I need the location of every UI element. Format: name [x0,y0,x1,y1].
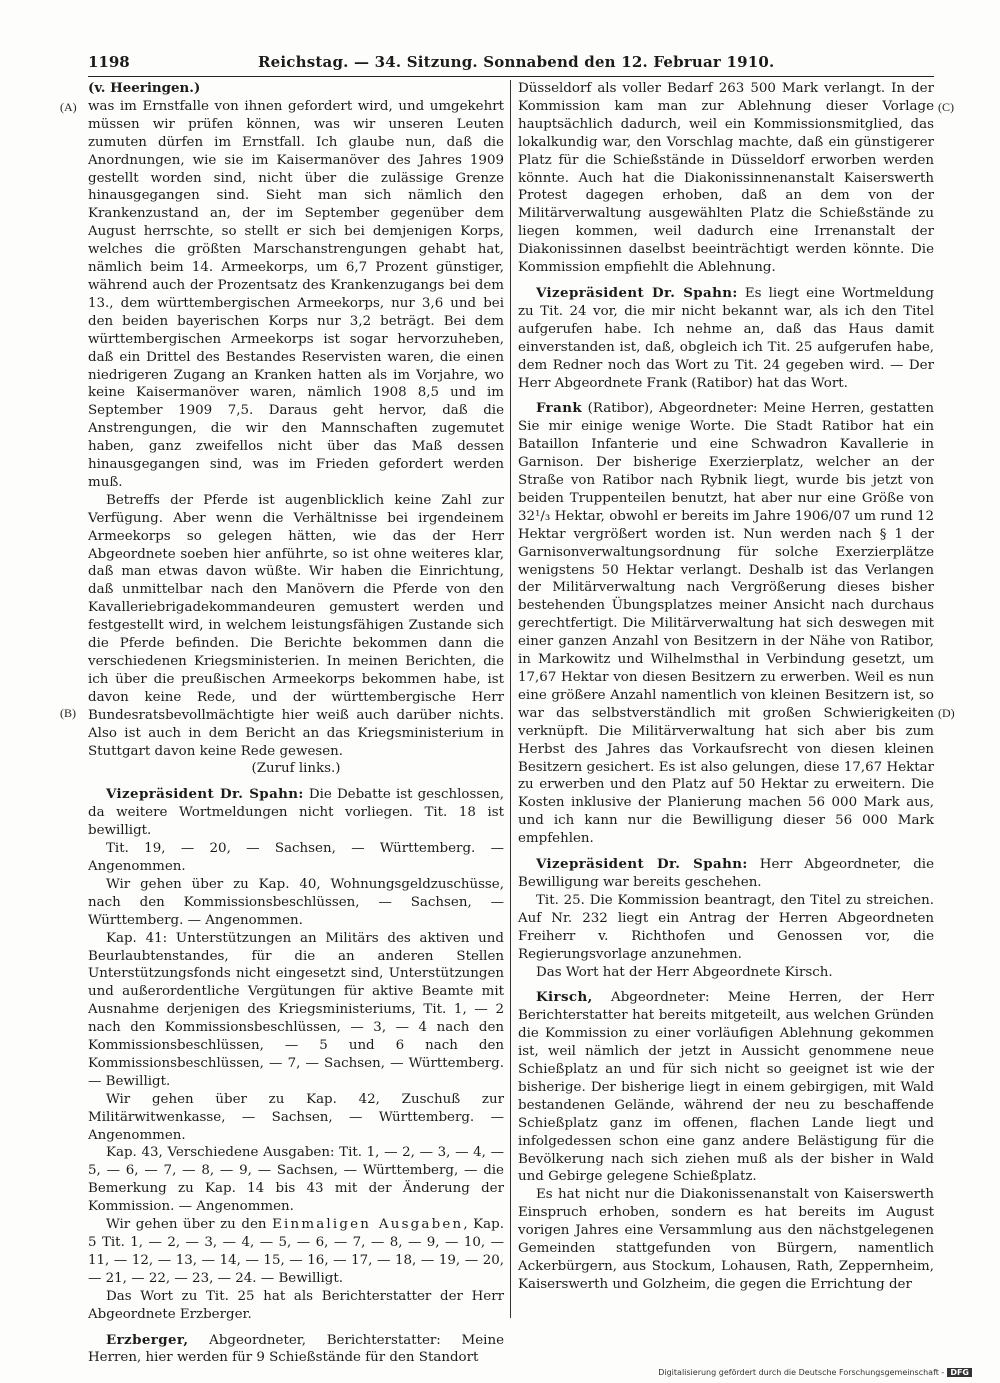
speaker-tag: (v. Heeringen.) [88,80,201,96]
paragraph: Vizepräsident Dr. Spahn: Die Debatte ist geschlossen, da weitere Wortmeldungen nicht vorliegen. Tit. 18 ist bewilligt. [88,786,504,839]
interjection: (Zuruf links.) [251,761,341,777]
paragraph: Kirsch, Abgeordneter: Meine Herren, der Herr Berichterstatter hat bereits mitgeteilt, aus welchen Gründen die Kommission zu einer vorläufigen Ablehnung gekommen ist, weil nämlich der jetzt in Aussicht genommene neue Schießplatz an und für sich nicht so geeignet ist wie der bisherige. Der bisherige liegt in einem gebirgigen, mit Wald bestandenen Gelände, während der neu zu beschaffende Schießplatz ganz im offenen, flachen Lande liegt und infolgedessen schon eine ganz andere Belästigung für die Bevölkerung nach sich ziehen muß als der bisher in Wald und Gebirge gelegene Schießplatz. [518,989,934,1185]
paragraph: Betreffs der Pferde ist augenblicklich keine Zahl zur Verfügung. Aber wenn die Verhältnisse bei irgendeinem Armeekorps so gelegen hätten, wie das der Herr Abgeordnete soeben hier anführte, so ist ohne weiteres klar, daß man etwas davon wüßte. Wir haben die Einrichtung, daß unmittelbar nach den Manövern die Pferde von den Kavalleriebrigadekommandeuren gemustert werden und festgestellt wird, in welchem leistungsfähigen Zustande sich die Pferde befinden. Die Berichte bekommen dann die verschiedenen Kriegsministerien. In meinen Berichten, die ich über die preußischen Armeekorps bekommen habe, ist davon keine Rede, und der württembergische Herr Bundesratsbevollmächtigte hier weiß auch darüber nichts. Also ist auch in dem Bericht an das Kriegsministerium in Stuttgart davon keine Rede gewesen. [88,492,504,759]
paragraph: Wir gehen über zu den Einmaligen Ausgaben, Kap. 5 Tit. 1, — 2, — 3, — 4, — 5, — 6, — 7, — 8, — 9, — 10, — 11, — 12, — 13, — 14, — 15, — 16, — 17, — 18, — 19, — 20, — 21, — 22, — 23, — 24. — Bewilligt. [88,1217,504,1286]
paragraph: Vizepräsident Dr. Spahn: Es liegt eine Wortmeldung zu Tit. 24 vor, die mir nicht bekannt war, als ich den Titel aufgerufen habe. Ich nehme an, daß das Haus damit einverstanden ist, daß, obgleich ich Tit. 25 aufgerufen habe, dem Redner noch das Wort zu Tit. 24 gegeben wird. — Der Herr Abgeordnete Frank (Ratibor) hat das Wort. [518,284,934,391]
paragraph: Vizepräsident Dr. Spahn: Herr Abgeordneter, die Bewilligung war bereits geschehen. [518,856,934,890]
margin-marker-d: (D) [938,706,955,720]
margin-marker-a: (A) [60,100,77,114]
margin-marker-c: (C) [938,100,954,114]
paragraph: Düsseldorf als voller Bedarf 263 500 Mark verlangt. In der Kommission kam man zur Ablehnung dieser Vorlage hauptsächlich dadurch, weil ein Kommissionsmitglied, das lokalkundig war, den Vorschlag machte, daß ein günstigerer Platz für die Schießstände in Düsseldorf erworben werden könnte. Auch hat die Diakonissinnenanstalt Kaiserswerth Protest dagegen erhoben, daß an dem von der Militärverwaltung ausgewählten Platz die Schießstände zu liegen kommen, weil dadurch eine Irrenanstalt der Diakonissinnen daselbst beeinträchtigt werden könnte. Die Kommission empfiehlt die Ablehnung. [518,81,934,276]
paragraph: Es hat nicht nur die Diakonissenanstalt von Kaiserswerth Einspruch erhoben, sondern es hat bereits im August vorigen Jahres eine Versammlung aus den nächstgelegenen Gemeinden stattgefunden von Bürgern, namentlich Ackerbürgern, aus Stockum, Lohausen, Rath, Zeppernheim, Kaiserswerth und Golzheim, die gegen die Errichtung der [518,1187,934,1292]
page-header [88,50,934,77]
dfg-logo: DFG [947,1368,972,1377]
paragraph: Erzberger, Abgeordneter, Berichterstatter: Meine Herren, hier werden für 9 Schießstände für den Standort [88,1331,504,1366]
spaced-heading: Einmaligen Ausgaben [272,1217,464,1233]
credit-text: Digitalisierung gefördert durch die Deutsche Forschungsgemeinschaft - [658,1368,945,1377]
speaker-name: Kirsch, [536,989,593,1006]
paragraph: Tit. 25. Die Kommission beantragt, den Titel zu streichen. Auf Nr. 232 liegt ein Antrag der Herren Abgeordneten Freiherr v. Richthofen und Genossen vor, die Regierungsvorlage anzunehmen. [518,892,934,962]
speaker-name: Vizepräsident Dr. Spahn: [106,786,304,803]
paragraph: was im Ernstfalle von ihnen gefordert wird, und umgekehrt müssen wir prüfen können, was wir unseren Leuten zumuten dürfen im Ernstfall. Ich glaube nun, daß die Anordnungen, wie sie im Kaisermanöver des Jahres 1909 gestellt worden sind, nicht über die zulässige Grenze hinausgegangen sind. Sieht man sich nämlich den Krankenzustand an, der im September gegenüber dem August herrschte, so stellt er sich bei demjenigen Korps, welches die größten Marschanstrengungen gehabt hat, nämlich beim 14. Armeekorps, um 6,7 Prozent günstiger, während auch der Prozentsatz des Krankenzugangs bei dem 13., dem württembergischen Armeekorps, nur 3,6 und bei den beiden bayerischen Korps nur 3,2 beträgt. Bei dem württembergischen Armeekorps ist sogar hervorzuheben, daß ein Drittel des Bestandes Reservisten waren, die einen niedrigeren Zugang an Kranken hatten als im Vorjahre, wo keine Kaisermanöver waren, nämlich 1908 8,5 und im September 1909 7,5. Daraus geht hervor, daß die Anstrengungen, die wir den Mannschaften zugemutet haben, ganz zweifellos nicht über das Maß dessen hinausgegangen sind, was im Frieden gefordert werden muß. [88,98,504,490]
left-column [88,80,504,1367]
paragraph: Das Wort zu Tit. 25 hat als Berichterstatter der Herr Abgeordnete Erzberger. [88,1288,504,1322]
speaker-name: Vizepräsident Dr. Spahn: [536,856,748,873]
margin-marker-b: (B) [60,706,76,720]
paragraph: Frank (Ratibor), Abgeordneter: Meine Herren, gestatten Sie mir einige wenige Worte. Die Stadt Ratibor hat ein Bataillon Infanterie und eine Schwadron Kavallerie in Garnison. Der bisherige Exerzierplatz, welcher an der Straße von Ratibor nach Rybnik liegt, wurde bis jetzt von beiden Truppenteilen benutzt, hat aber nur eine Größe von 32¹/₃ Hektar, obwohl er bereits im Jahre 1906/07 um rund 12 Hektar vergrößert worden ist. Nun werden nach § 1 der Garnisonverwaltungsordnung für solche Exerzierplätze wenigstens 50 Hektar verlangt. Deshalb ist das Verlangen der Militärverwaltung nach Vergrößerung dieses bisher bestehenden Übungsplatzes meiner Ansicht nach durchaus gerechtfertigt. Die Militärverwaltung hat sich deswegen mit einer ganzen Anzahl von Besitzern in der Nähe von Ratibor, in Markowitz und Wilhelmsthal in Verbindung gesetzt, um 17,67 Hektar von diesen Besitzern zu erwerben. Weil es nun eine größere Anzahl namentlich von kleinen Besitzern ist, so war das selbstverständlich mit großen Schwierigkeiten verknüpft. Die Militärverwaltung hat sich aber bis zum Herbst des Jahres das Vorkaufsrecht von diesen kleinen Besitzern gesichert. Es ist also gelungen, diese 17,67 Hektar zu erwerben und den Platz auf 50 Hektar zu erweitern. Die Kosten inklusive der Planierung machen 56 000 Mark aus, und ich kann nur die Bewilligung dieser 56 000 Mark empfehlen. [518,400,934,847]
running-title: Reichstag. — 34. Sitzung. Sonnabend den 12. Februar 1910. [258,53,775,71]
paragraph: Das Wort hat der Herr Abgeordnete Kirsch. [536,964,833,980]
paragraph: Wir gehen über zu Kap. 42, Zuschuß zur Militärwitwenkasse, — Sachsen, — Württemberg. — Angenommen. [88,1091,504,1143]
paragraph: Wir gehen über zu Kap. 40, Wohnungsgeldzuschüsse, nach den Kommissionsbeschlüssen, — Sachsen, — Württemberg. — Angenommen. [88,876,504,928]
speaker-name: Erzberger, [106,1331,189,1348]
speaker-name: Vizepräsident Dr. Spahn: [536,284,738,301]
speaker-name: Frank [536,400,583,417]
column-divider [510,80,511,1318]
paragraph: Kap. 41: Unterstützungen an Militärs des aktiven und Beurlaubtenstandes, für die an anderen Stellen Unterstützungsfonds nicht eingesetzt sind, Unterstützungen und außerordentliche Vergütungen für aktive Beamte mit Ausnahme derjenigen des Kriegsministeriums, Tit. 1, — 2 nach den Kommissionsbeschlüssen, — 3, — 4 nach den Kommissionsbeschlüssen, — 5 und 6 nach den Kommissionsbeschlüssen, — 7, — Sachsen, — Württemberg. — Bewilligt. [88,930,504,1089]
paragraph: Kap. 43, Verschiedene Ausgaben: Tit. 1, — 2, — 3, — 4, — 5, — 6, — 7, — 8, — 9, — Sachsen, — Württemberg, — die Bemerkung zu Kap. 14 bis 43 mit der Änderung der Kommission. — Angenommen. [88,1145,504,1215]
right-column [518,80,934,1294]
digitization-credit [658,1368,972,1377]
page-number: 1198 [88,53,130,71]
paragraph: Tit. 19, — 20, — Sachsen, — Württemberg. — Angenommen. [88,841,504,874]
